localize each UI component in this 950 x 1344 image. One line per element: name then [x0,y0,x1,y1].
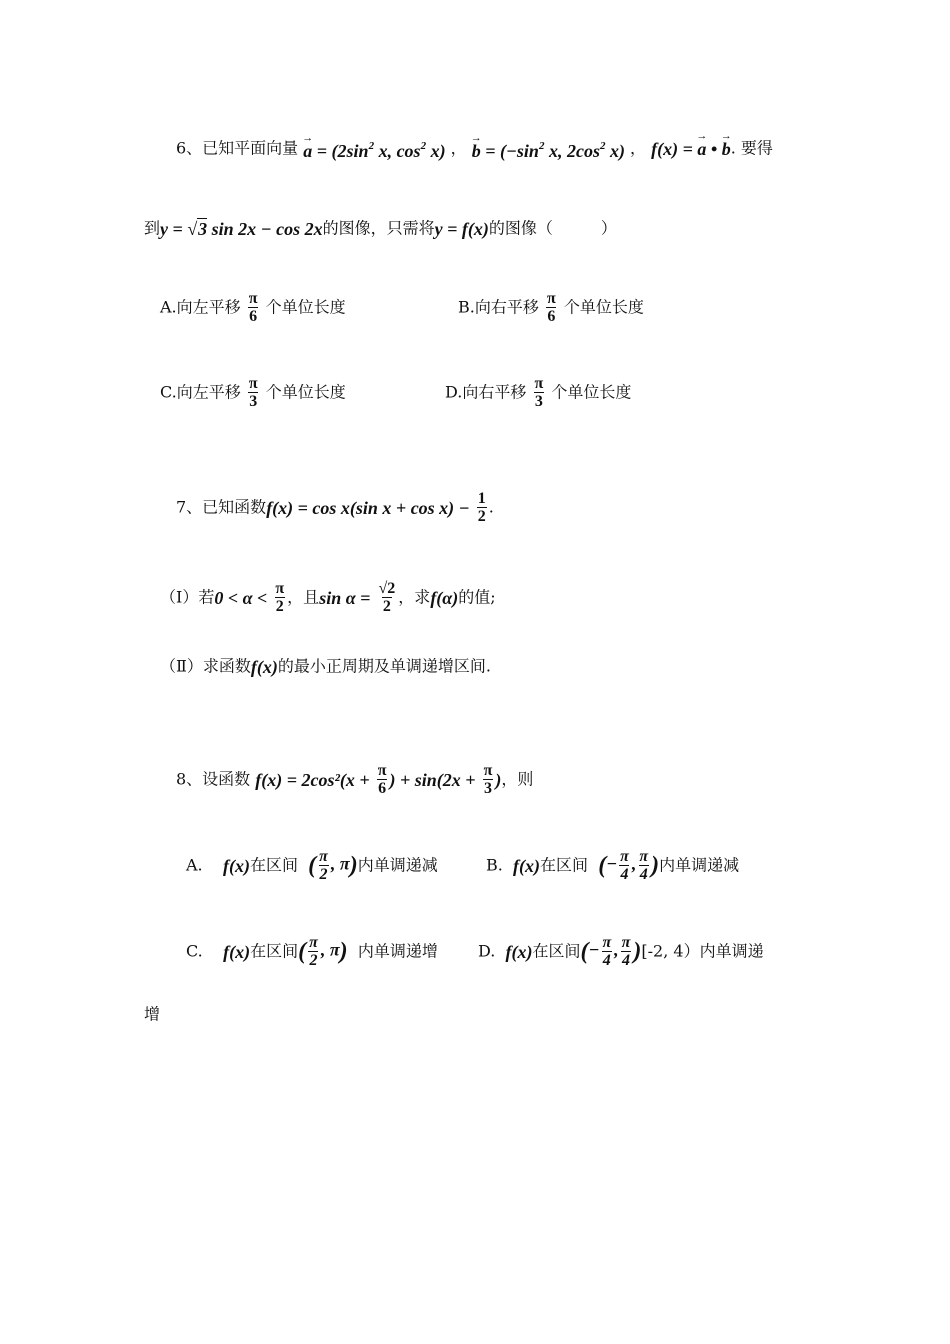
q6-target-formula: y = √3 sin 2x − cos 2x [160,218,323,239]
q6-option-d [445,375,631,410]
q8-fraction-1: $\frac{\pi}{6}$ [377,762,387,797]
q7-cond1: 0 < α < [214,587,268,608]
option-tail: 内单调递减 [659,855,740,875]
option-letter: B. [486,855,503,875]
q6-fx-def: f(x) = → a • → b [651,139,731,159]
q7-fraction: $\frac{1}{2}$ [477,490,486,525]
q6-sep2: ， [630,138,647,158]
q6-line1 [176,136,773,161]
option-mid: 在区间 [250,941,299,961]
option-direction: 向左平移 [176,297,241,317]
option-letter: C. [186,941,203,961]
option-tail: 内单调递减 [357,855,438,875]
q7-part2-prefix: （Ⅱ）求函数 [160,656,251,676]
q7-line1 [176,490,494,525]
q6-suffix: . 要得 [730,138,773,158]
option-fraction: $\frac{\pi}{3}$ [248,375,258,410]
q8-formula-c: ) [495,769,502,790]
q6-yfx: y = f(x) [434,218,489,239]
option-tail: 个单位长度 [551,382,632,402]
q7-suffix: . [488,497,494,517]
option-fx: f(x) [222,855,250,876]
q7-falpha: f(α) [430,587,459,608]
q7-cond1-fraction: $\frac{\pi}{2}$ [275,580,285,615]
option-interval: ( $\frac{\pi}{2}$ , π) [308,848,358,883]
q8-formula-b: ) + sin(2x + [389,769,476,790]
q6-line2-suffix: 的图像（ ） [488,218,617,238]
q7-part1-prefix: （Ⅰ）若 [160,587,215,607]
q7-cond2-fraction: $\frac{√2}{2}$ [378,580,396,615]
q6-vector-b: → $b = (-\sin^2$ x, $2\cos^2$ x) [472,136,625,161]
q8-option-a [186,848,438,883]
q7-cond2: sin α = [319,587,371,608]
q7-part1-mid: ，且 [287,587,320,607]
option-fx: f(x) [505,941,533,962]
q6-line2 [144,218,617,239]
option-interval: (− $\frac{\pi}{4}$ , $\frac{\pi}{4}$ ) [598,848,660,883]
option-fx: f(x) [513,855,540,876]
option-tail: 个单位长度 [563,297,644,317]
q7-part2-suffix: 的最小正周期及单调递增区间. [277,656,491,676]
option-fraction: $\frac{\pi}{6}$ [546,290,556,325]
option-letter: A. [186,855,203,875]
option-mid: 在区间 [532,941,581,961]
q8-line1 [176,762,533,797]
q8-suffix: ，则 [501,769,534,789]
option-fraction: $\frac{\pi}{3}$ [534,375,544,410]
option-letter: D. [478,941,496,961]
option-fraction: $\frac{\pi}{6}$ [248,290,258,325]
option-interval: ( $\frac{\pi}{2}$ , π) [298,934,348,969]
option-direction: 向右平移 [474,297,539,317]
q7-part1-mid2: ，求 [398,587,431,607]
q6-option-c [160,375,346,410]
q6-vector-a: → $a = (2\sin^2$ x, $\cos^2 x$) [303,136,445,161]
q7-formula: f(x) = cos x(sin x + cos x) − [266,497,470,518]
option-direction: 向左平移 [176,382,241,402]
q8-prefix: 8、设函数 [176,769,251,789]
q8-option-b [486,848,739,883]
q7-part2-fx: f(x) [250,656,278,677]
q8-fraction-2: $\frac{\pi}{3}$ [483,762,493,797]
option-letter: D. [445,382,463,402]
q6-prefix: 6、已知平面向量 [176,138,299,158]
q7-part1 [160,580,496,615]
option-tail: 个单位长度 [265,297,346,317]
option-tail: [-2, 4）内单调递 [641,941,764,961]
option-mid: 在区间 [249,855,298,875]
option-letter: B. [458,297,475,317]
q7-part1-suffix: 的值; [458,587,496,607]
q6-line2-mid: 的图像，只需将 [322,218,435,238]
q6-sep: ， [450,138,467,158]
option-fx: f(x) [223,941,251,962]
option-interval: (− $\frac{\pi}{4}$ , $\frac{\pi}{4}$ ) [580,934,642,969]
option-mid: 在区间 [540,855,589,875]
q6-line2-prefix: 到 [144,218,161,238]
q6-option-b [458,290,644,325]
option-letter: A. [160,297,177,317]
q7-part2 [160,656,491,677]
q8-wrap-text: 增 [144,1004,161,1024]
q8-wrap [144,1004,160,1025]
option-direction: 向右平移 [462,382,527,402]
q6-option-a [160,290,346,325]
option-tail: 个单位长度 [265,382,346,402]
q7-prefix: 7、已知函数 [176,497,267,517]
option-tail: 内单调递增 [357,941,438,961]
q8-option-d [478,934,764,969]
option-letter: C. [160,382,177,402]
q8-formula-a: f(x) = 2cos²(x + [255,769,370,790]
q8-option-c [186,934,438,969]
